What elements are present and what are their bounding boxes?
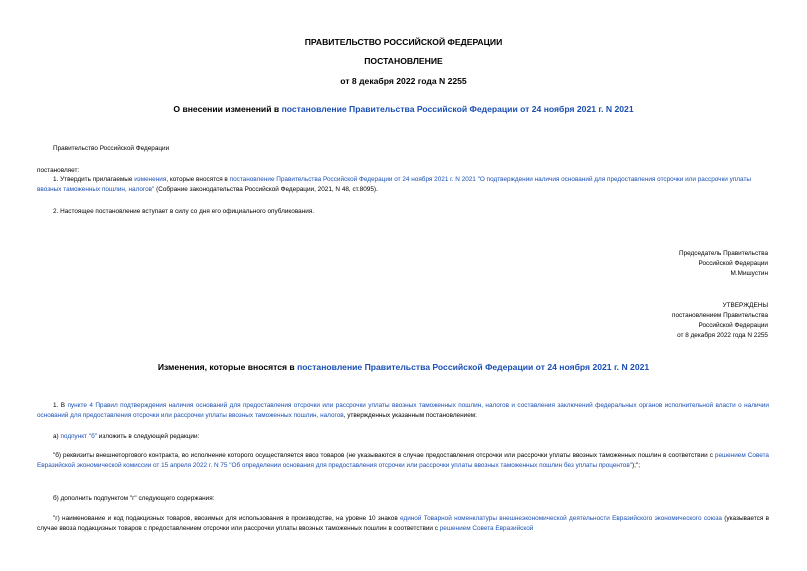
item-1-text-a: 1. Утвердить прилагаемые [53, 176, 135, 183]
item-1-link-changes[interactable]: изменения [134, 176, 167, 183]
changes-title-link[interactable]: постановление Правительства Российской Федерации от 24 ноября 2021 г. N 2021 [297, 362, 650, 372]
change-b: б) дополнить подпунктом "г" следующего содержания: [53, 495, 215, 502]
signature-name: М.Мишустин [730, 270, 768, 277]
document-title-prefix: О внесении изменений в [173, 104, 282, 114]
item-1 [37, 175, 771, 195]
change-a [53, 432, 199, 442]
item-1-link-decree[interactable]: постановление Правительства Российской Федерации от 24 ноября 2021 г. N 2021 "О подтверждении наличия оснований для предоставления отсрочки или рассрочки уплаты ввозных таможенных пошлин, налогов" [37, 176, 751, 194]
document-title [0, 104, 807, 114]
change-a-text-b: изложить в следующей редакции: [97, 433, 200, 440]
item-2: 2. Настоящее постановление вступает в силу со дня его официального опубликования. [53, 208, 315, 215]
approved-label: УТВЕРЖДЕНЫ [722, 302, 768, 309]
change-1-link[interactable]: пункте 4 Правил подтверждения наличия оснований для предоставления отсрочки или рассрочки уплаты ввозных таможенных пошлин, налогов и составления заключений федеральных органов исполнительной власти о наличии оснований для предоставления отсрочки или рассрочки уплаты ввозных таможенных пошлин, налогов [37, 402, 769, 420]
change-a-link[interactable]: подпункт "б" [60, 433, 98, 440]
preamble-decrees: постановляет: [37, 167, 80, 174]
header-date-number: от 8 декабря 2022 года N 2255 [340, 76, 467, 86]
quote-g-text-b: (указывается в случае ввоза подакцизных товаров с предоставлением отсрочки или рассрочки уплаты ввозных таможенных пошлин в соответствии с [37, 515, 769, 533]
approved-org: Российской Федерации [698, 322, 768, 329]
change-1 [37, 401, 769, 421]
item-1-text-c: (Собрание законодательства Российской Федерации, 2021, N 48, ст.8095). [154, 186, 378, 194]
header-doc-type: ПОСТАНОВЛЕНИЕ [364, 56, 443, 66]
signature-org: Российской Федерации [698, 260, 768, 267]
quote-g-link-decision[interactable]: решением Совета Евразийской [439, 525, 534, 533]
quote-b-text-b: );"; [632, 462, 640, 470]
approved-by: постановлением Правительства [672, 312, 768, 319]
item-1-text-b: , которые вносятся в [166, 176, 230, 183]
document-title-link[interactable]: постановление Правительства Российской Федерации от 24 ноября 2021 г. N 2021 [281, 104, 634, 114]
change-1-text-a: 1. В [53, 402, 68, 409]
change-a-text-a: а) [53, 433, 61, 440]
changes-title-prefix: Изменения, которые вносятся в [157, 362, 298, 372]
change-1-text-b: , утвержденных указанным постановлением: [343, 412, 477, 420]
preamble-issuer: Правительство Российской Федерации [53, 145, 170, 152]
changes-title [0, 362, 807, 372]
quote-b-link[interactable]: решением Совета Евразийской экономической комиссии от 15 апреля 2022 г. N 75 "Об определении основания для предоставления отсрочки или рассрочки уплаты ввозных таможенных пошлин без уплаты процентов" [37, 452, 769, 470]
signature-title: Председатель Правительства [679, 250, 768, 257]
header-org: ПРАВИТЕЛЬСТВО РОССИЙСКОЙ ФЕДЕРАЦИИ [304, 37, 503, 47]
quote-g-link-tnved[interactable]: единой Товарной номенклатуры внешнеэкономической деятельности Евразийского экономического союза [400, 515, 722, 522]
quote-b-text-a: "б) реквизиты внешнеторгового контракта, во исполнение которого осуществляется ввоз товаров (не указываются в случае предоставления отсрочки или рассрочки уплаты ввозных таможенных пошлин в соответствии с [53, 452, 715, 459]
change-a-quote [37, 451, 769, 471]
change-g-quote [37, 514, 769, 534]
quote-g-text-a: "г) наименование и код подакцизных товаров, ввозимых для использования в производстве, на уровне 10 знаков [53, 515, 401, 522]
approved-date: от 8 декабря 2022 года N 2255 [677, 332, 768, 339]
